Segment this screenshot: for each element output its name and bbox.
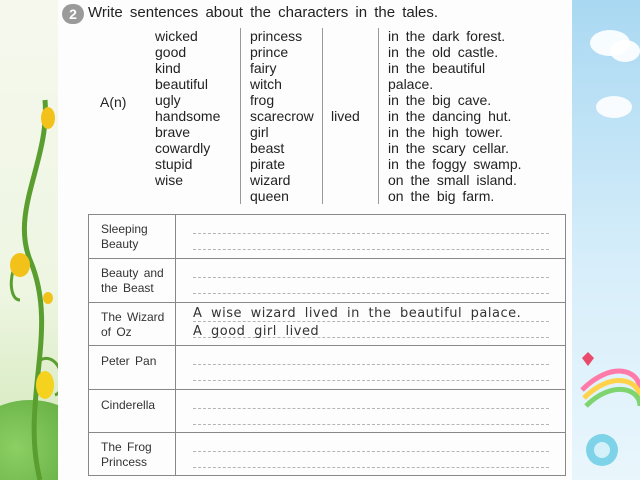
nouns-column bbox=[250, 28, 314, 204]
noun-word: wizard bbox=[250, 172, 291, 188]
tale-row bbox=[89, 302, 565, 345]
noun-word: girl bbox=[250, 124, 269, 140]
tale-title bbox=[101, 222, 148, 252]
column-divider bbox=[240, 28, 241, 204]
adjective-word: stupid bbox=[155, 156, 193, 172]
places-column bbox=[388, 28, 522, 204]
tale-title-line: The Frog bbox=[101, 440, 152, 454]
article-cell: A(n) bbox=[100, 94, 127, 110]
adjective-word: handsome bbox=[155, 108, 221, 124]
tale-title-line: Beauty bbox=[101, 237, 139, 251]
adjective-word: brave bbox=[155, 124, 191, 140]
answer-writing-line[interactable] bbox=[193, 321, 549, 322]
tale-title-line: Beauty and bbox=[101, 266, 164, 280]
answer-writing-line[interactable] bbox=[193, 249, 549, 250]
noun-word: prince bbox=[250, 44, 289, 60]
adjective-word: cowardly bbox=[155, 140, 211, 156]
tale-title-line: Sleeping bbox=[101, 222, 148, 236]
place-phrase: in the dancing hut. bbox=[388, 108, 512, 124]
column-divider bbox=[322, 28, 323, 204]
tale-title bbox=[101, 310, 164, 340]
answer-writing-line[interactable] bbox=[193, 467, 549, 468]
answer-writing-line[interactable] bbox=[193, 233, 549, 234]
answer-writing-line[interactable] bbox=[193, 293, 549, 294]
tale-title bbox=[101, 266, 164, 296]
place-phrase: in the big cave. bbox=[388, 92, 492, 108]
answer-writing-line[interactable] bbox=[193, 451, 549, 452]
tale-row bbox=[89, 258, 565, 302]
exercise-instruction: Write sentences about the characters in the tales. bbox=[88, 4, 439, 21]
tale-title-line: the Beast bbox=[101, 281, 154, 295]
tale-row bbox=[89, 215, 565, 258]
noun-word: queen bbox=[250, 188, 289, 204]
answer-writing-line[interactable] bbox=[193, 380, 549, 381]
noun-word: fairy bbox=[250, 60, 277, 76]
handwritten-answer: A wise wizard lived in the beautiful palace. bbox=[193, 306, 522, 321]
adjective-word: good bbox=[155, 44, 187, 60]
place-phrase: in the scary cellar. bbox=[388, 140, 510, 156]
exercise-number-badge: 2 bbox=[62, 4, 84, 24]
answer-writing-line[interactable] bbox=[193, 424, 549, 425]
adjective-word: beautiful bbox=[155, 76, 208, 92]
noun-word: witch bbox=[250, 76, 282, 92]
place-phrase: in the old castle. bbox=[388, 44, 499, 60]
verb-cell: lived bbox=[331, 108, 360, 124]
tale-title bbox=[101, 398, 155, 413]
place-phrase: palace. bbox=[388, 76, 434, 92]
tale-title-line: Cinderella bbox=[101, 398, 156, 412]
place-phrase: on the big farm. bbox=[388, 188, 495, 204]
noun-word: pirate bbox=[250, 156, 286, 172]
adjective-word: wicked bbox=[155, 28, 198, 44]
answer-writing-line[interactable] bbox=[193, 408, 549, 409]
tales-writing-grid bbox=[88, 214, 566, 476]
tale-row bbox=[89, 345, 565, 389]
place-phrase: in the foggy swamp. bbox=[388, 156, 522, 172]
handwritten-answer: A good girl lived bbox=[193, 324, 320, 339]
tale-row bbox=[89, 432, 565, 477]
tale-row bbox=[89, 389, 565, 432]
tale-title-line: of Oz bbox=[101, 325, 132, 339]
adjectives-column bbox=[155, 28, 220, 188]
adjective-word: wise bbox=[155, 172, 184, 188]
place-phrase: in the beautiful bbox=[388, 60, 486, 76]
tale-title bbox=[101, 440, 152, 470]
tale-title-line: The Wizard bbox=[101, 310, 165, 324]
adjective-word: kind bbox=[155, 60, 181, 76]
cloud bbox=[610, 40, 640, 62]
tale-title-line: Princess bbox=[101, 455, 148, 469]
cloud bbox=[596, 96, 632, 118]
tale-title-line: Peter Pan bbox=[101, 354, 157, 368]
noun-word: frog bbox=[250, 92, 275, 108]
answer-writing-line[interactable] bbox=[193, 364, 549, 365]
answer-writing-line[interactable] bbox=[193, 277, 549, 278]
noun-word: scarecrow bbox=[250, 108, 314, 124]
place-phrase: in the dark forest. bbox=[388, 28, 506, 44]
column-divider bbox=[378, 28, 379, 204]
adjective-word: ugly bbox=[155, 92, 181, 108]
noun-word: princess bbox=[250, 28, 303, 44]
rainbow-swirl-decoration bbox=[572, 330, 640, 480]
place-phrase: on the small island. bbox=[388, 172, 517, 188]
place-phrase: in the high tower. bbox=[388, 124, 503, 140]
tale-title bbox=[101, 354, 156, 369]
noun-word: beast bbox=[250, 140, 285, 156]
